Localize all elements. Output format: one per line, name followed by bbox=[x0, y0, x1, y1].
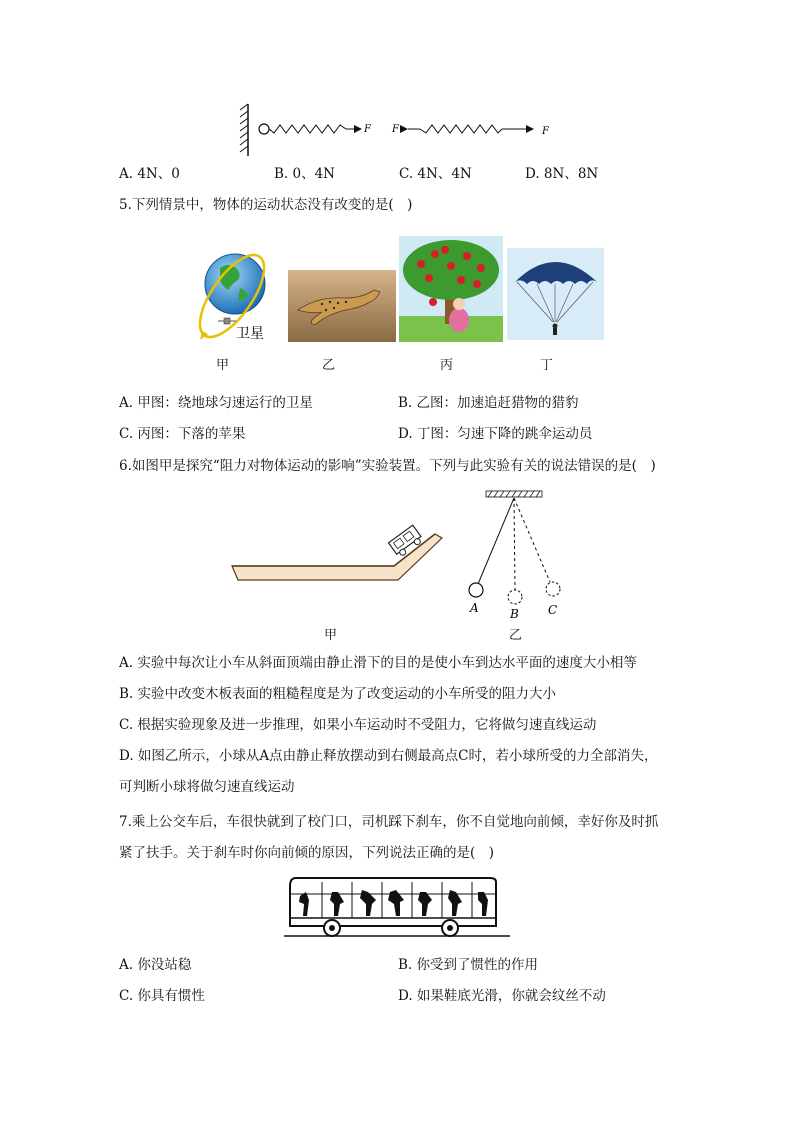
force-label-1: F bbox=[364, 124, 371, 135]
q5-option-c[interactable]: C. 丙图：下落的苹果 bbox=[119, 426, 246, 442]
q5-image-parachute bbox=[507, 248, 604, 340]
q6-option-a[interactable]: A. 实验中每次让小车从斜面顶端由静止滑下的目的是使小车到达水平面的速度大小相等 bbox=[119, 655, 637, 671]
q5-image-cheetah bbox=[288, 270, 396, 342]
q5-label-bing: 丙 bbox=[440, 358, 454, 373]
q7-bus-figure bbox=[282, 872, 512, 940]
q7-option-b[interactable]: B. 你受到了惯性的作用 bbox=[398, 957, 539, 973]
point-c-label: C bbox=[548, 603, 558, 617]
q5-image-satellite bbox=[180, 238, 280, 358]
q4-option-b[interactable]: B. 0、4N bbox=[274, 166, 335, 182]
q6-label-jia: 甲 bbox=[324, 628, 338, 643]
q6-label-yi: 乙 bbox=[509, 628, 523, 643]
q4-spring-figure bbox=[230, 100, 570, 160]
spring-diagram bbox=[230, 100, 570, 160]
q6-figure-jia bbox=[230, 520, 450, 590]
q5-label-yi: 乙 bbox=[322, 358, 336, 373]
q5-option-b[interactable]: B. 乙图：加速追赶猎物的猎豹 bbox=[398, 395, 579, 411]
q6-option-b[interactable]: B. 实验中改变木板表面的粗糙程度是为了改变运动的小车所受的阻力大小 bbox=[119, 686, 557, 702]
q7-stem-line1: 7.乘上公交车后，车很快就到了校门口，司机踩下刹车，你不自觉地向前倾，幸好你及时抓 bbox=[119, 814, 659, 830]
q4-option-a[interactable]: A. 4N、0 bbox=[119, 166, 180, 182]
q6-option-c[interactable]: C. 根据实验现象及进一步推理，如果小车运动时不受阻力，它将做匀速直线运动 bbox=[119, 717, 597, 733]
q7-option-d[interactable]: D. 如果鞋底光滑，你就会纹丝不动 bbox=[398, 988, 606, 1004]
q5-stem: 5.下列情景中，物体的运动状态没有改变的是( ) bbox=[119, 197, 413, 213]
q7-option-a[interactable]: A. 你没站稳 bbox=[119, 957, 192, 973]
point-b-label: B bbox=[510, 607, 519, 621]
q5-option-a[interactable]: A. 甲图：绕地球匀速运行的卫星 bbox=[119, 395, 313, 411]
q7-option-c[interactable]: C. 你具有惯性 bbox=[119, 988, 205, 1004]
q6-option-d[interactable]: D. 如图乙所示，小球从A点由静止释放摆动到右侧最高点C时，若小球所受的力全部消失， bbox=[119, 748, 658, 764]
q7-stem-line2: 紧了扶手。关于刹车时你向前倾的原因，下列说法正确的是( ) bbox=[119, 845, 495, 861]
q6-stem: 6.如图甲是探究“阻力对物体运动的影响”实验装置。下列与此实验有关的说法错误的是( ) bbox=[119, 458, 656, 474]
q4-option-d[interactable]: D. 8N、8N bbox=[525, 166, 599, 182]
satellite-label: 卫星 bbox=[236, 326, 264, 342]
q6-option-d-continued: 可判断小球将做匀速直线运动 bbox=[119, 779, 295, 795]
q5-image-apple-tree bbox=[399, 236, 503, 342]
point-a-label: A bbox=[470, 601, 479, 615]
q5-label-jia: 甲 bbox=[216, 358, 230, 373]
force-label-2: F bbox=[392, 124, 399, 135]
q4-option-c[interactable]: C. 4N、4N bbox=[399, 166, 472, 182]
q6-figure-yi bbox=[464, 488, 574, 638]
q5-option-d[interactable]: D. 丁图：匀速下降的跳伞运动员 bbox=[398, 426, 593, 442]
q5-label-ding: 丁 bbox=[540, 358, 554, 373]
force-label-3: F bbox=[542, 126, 549, 137]
